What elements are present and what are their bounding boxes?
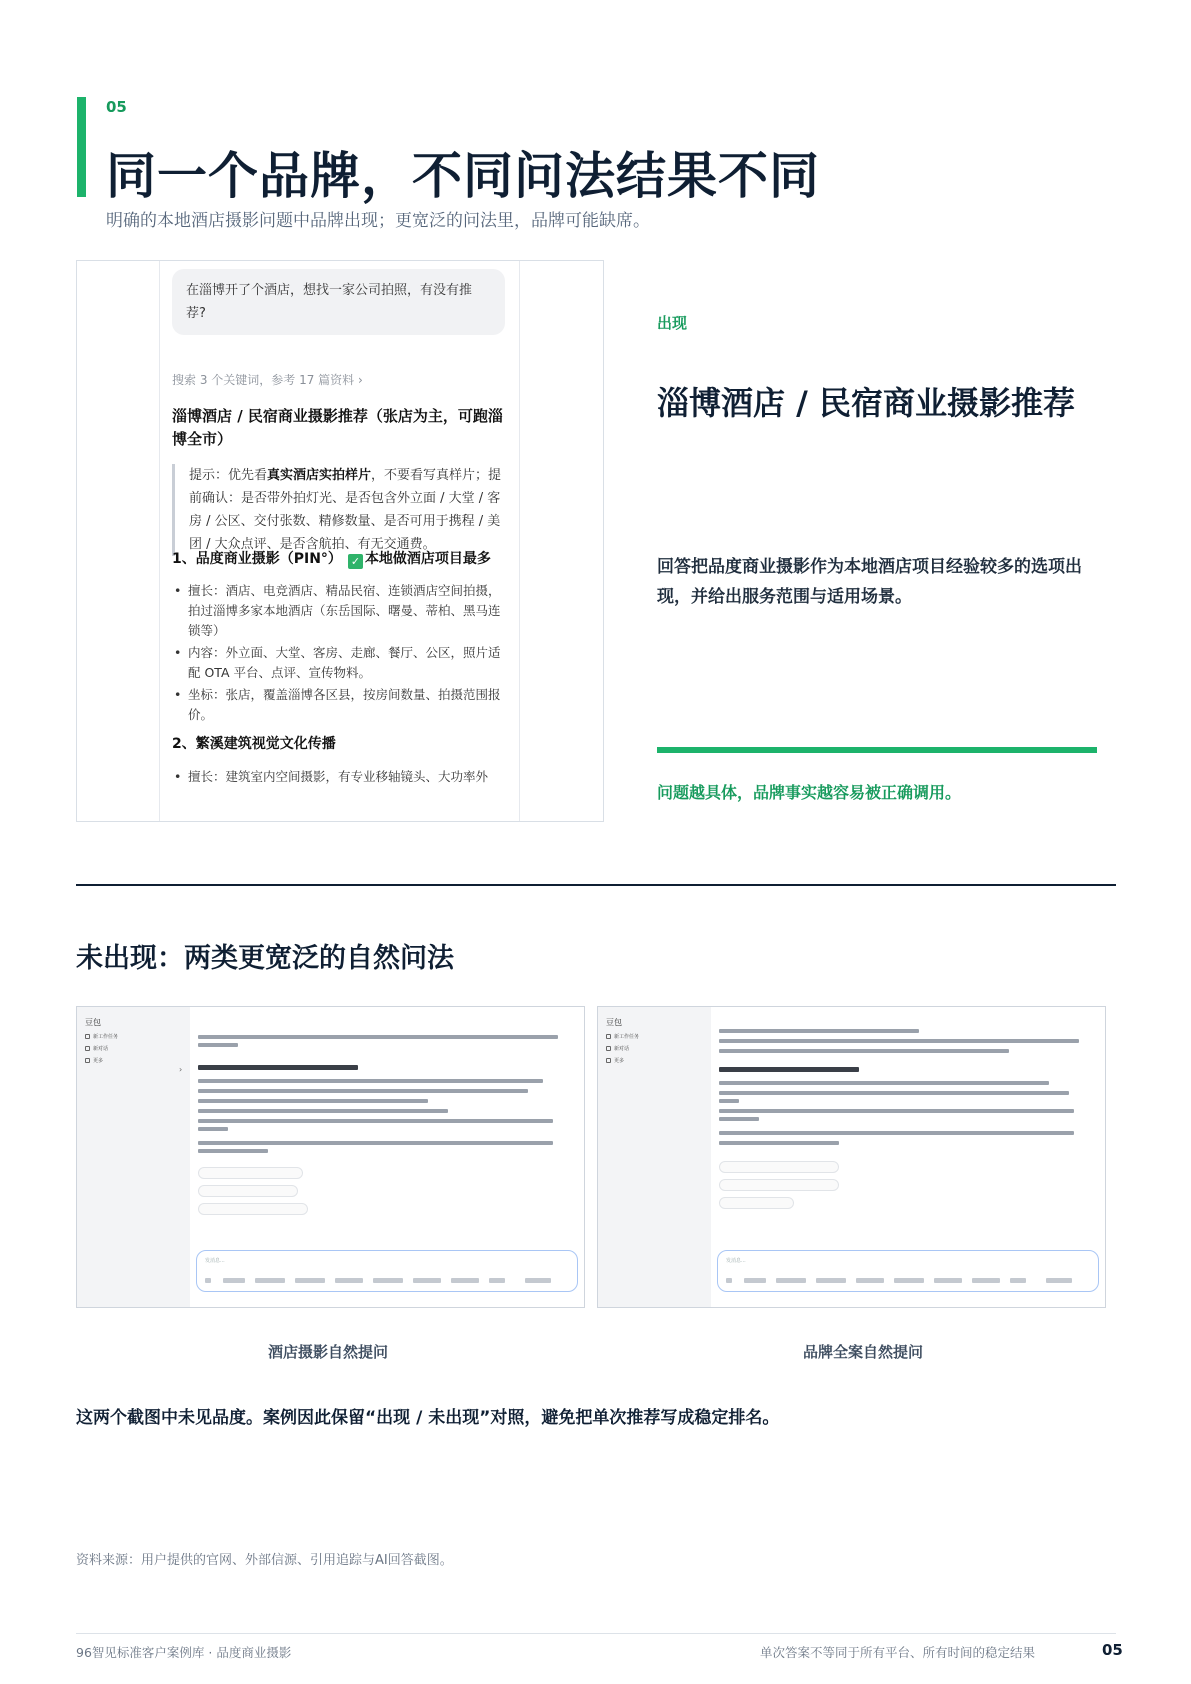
- list-item: • 擅长：建筑室内空间摄影，有专业移轴镜头、大功率外: [172, 767, 512, 787]
- appear-note: 问题越具体，品牌事实越容易被正确调用。: [657, 783, 962, 802]
- shot-nav-item: [85, 1033, 118, 1040]
- shot-nav-label: 新工作任务: [614, 1034, 640, 1040]
- recommendation-item-1-title: [172, 548, 491, 569]
- shot-sidebar: [77, 1007, 190, 1307]
- answer-tip-quote: [172, 464, 507, 556]
- page-title: 同一个品牌，不同问法结果不同: [106, 147, 820, 205]
- caption-hotel-question: 酒店摄影自然提问: [268, 1343, 389, 1361]
- shot-nav-label: 新对话: [93, 1046, 109, 1052]
- text-line: [198, 1035, 558, 1039]
- tool-button[interactable]: [525, 1278, 551, 1283]
- caption-brand-question: 品牌全案自然提问: [803, 1343, 924, 1361]
- shot-message-input[interactable]: [717, 1250, 1099, 1292]
- shot-nav-item: [606, 1045, 629, 1052]
- text-line: [198, 1149, 268, 1153]
- green-divider: [657, 747, 1097, 753]
- suggestion-chip[interactable]: [719, 1197, 794, 1209]
- grid-icon: [85, 1058, 90, 1063]
- plus-icon[interactable]: [205, 1278, 211, 1283]
- conclusion-text: 这两个截图中未见品度。案例因此保留“出现 / 未出现”对照，避免把单次推荐写成稳定排名。: [76, 1408, 780, 1428]
- footer-middle: 单次答案不等同于所有平台、所有时间的稳定结果: [760, 1645, 1036, 1660]
- shot-input-toolbar: [726, 1278, 1086, 1284]
- text-line: [719, 1117, 759, 1121]
- text-line: [198, 1099, 428, 1103]
- suggestion-chip[interactable]: [719, 1161, 839, 1173]
- suggestion-chip[interactable]: [198, 1203, 308, 1215]
- chat-icon: [85, 1046, 90, 1051]
- text-line: [719, 1081, 1049, 1085]
- appear-description: 回答把品度商业摄影作为本地酒店项目经验较多的选项出现，并给出服务范围与适用场景。: [657, 557, 1082, 607]
- list-item: • 内容：外立面、大堂、客房、走廊、餐厅、公区，照片适配 OTA 平台、点评、宣传物料。: [172, 643, 512, 683]
- tool-button[interactable]: [816, 1278, 846, 1283]
- hotel-question-screenshot: [76, 1006, 585, 1308]
- text-line: [719, 1067, 859, 1072]
- shot-nav-item: [606, 1057, 624, 1064]
- shot-input-placeholder: 发消息...: [726, 1258, 746, 1264]
- text-line: [198, 1043, 238, 1047]
- tool-button[interactable]: [972, 1278, 1000, 1283]
- list-item: • 擅长：酒店、电竞酒店、精品民宿、连锁酒店空间拍摄，拍过淄博多家本地酒店（东岳国际、曙曼、蒂柏、黑马连锁等）: [172, 581, 512, 641]
- plus-icon[interactable]: [726, 1278, 732, 1283]
- tool-button[interactable]: [1046, 1278, 1072, 1283]
- search-references-link[interactable]: 搜索 3 个关键词，参考 17 篇资料 ›: [172, 373, 363, 387]
- appear-title: 淄博酒店 / 民宿商业摄影推荐: [657, 384, 1075, 422]
- shot-nav-item: [85, 1045, 108, 1052]
- text-line: [198, 1065, 358, 1070]
- text-line: [719, 1049, 1009, 1053]
- tool-button[interactable]: [223, 1278, 245, 1283]
- tool-button[interactable]: [413, 1278, 441, 1283]
- text-line: [198, 1141, 553, 1145]
- tool-button[interactable]: [1010, 1278, 1026, 1283]
- tool-button[interactable]: [295, 1278, 325, 1283]
- shot-app-name: 豆包: [606, 1018, 622, 1027]
- shot-app-name: 豆包: [85, 1018, 101, 1027]
- tool-button[interactable]: [335, 1278, 363, 1283]
- tip-rest: ，不要看写真样片；提前确认：是否带外拍灯光、是否包含外立面 / 大堂 / 客房 / 公区、交付张数、精修数量、是否可用于携程 / 美团 / 大众点评、是否含航拍、有无交通费。: [189, 468, 502, 552]
- shot-nav-item: [606, 1033, 639, 1040]
- chat-column: [159, 261, 523, 821]
- text-line: [719, 1099, 739, 1103]
- brand-question-screenshot: [597, 1006, 1106, 1308]
- text-line: [719, 1039, 1079, 1043]
- text-line: [198, 1119, 553, 1123]
- text-line: [719, 1141, 839, 1145]
- tool-button[interactable]: [744, 1278, 766, 1283]
- tool-button[interactable]: [255, 1278, 285, 1283]
- source-note: 资料来源：用户提供的官网、外部信源、引用追踪与AI回答截图。: [76, 1553, 453, 1568]
- list-item: • 坐标：张店，覆盖淄博各区县，按房间数量、拍摄范围报价。: [172, 685, 512, 725]
- text-line: [719, 1029, 919, 1033]
- appear-label: 出现: [657, 314, 688, 332]
- section-number: 05: [106, 98, 127, 116]
- section-divider: [76, 884, 1116, 886]
- section-accent-bar: [77, 97, 86, 197]
- footer-divider: [76, 1633, 1116, 1634]
- suggestion-chip[interactable]: [198, 1185, 298, 1197]
- suggestion-chip[interactable]: [198, 1167, 303, 1179]
- text-line: [198, 1089, 528, 1093]
- shot-input-toolbar: [205, 1278, 565, 1284]
- tool-button[interactable]: [373, 1278, 403, 1283]
- tool-button[interactable]: [856, 1278, 884, 1283]
- shot-sidebar: [598, 1007, 711, 1307]
- edit-icon: [606, 1034, 611, 1039]
- tip-bold: 真实酒店实拍样片: [267, 468, 372, 483]
- answer-heading: 淄博酒店 / 民宿商业摄影推荐（张店为主，可跑淄博全市）: [172, 407, 503, 448]
- tool-button[interactable]: [934, 1278, 962, 1283]
- shot-nav-item: [85, 1057, 103, 1064]
- text-line: [719, 1131, 1074, 1135]
- shot-message-input[interactable]: [196, 1250, 578, 1292]
- item-1-title-text: 1、品度商业摄影（PIN°）: [172, 551, 342, 567]
- shot-nav-label: 新工作任务: [93, 1034, 119, 1040]
- item-1-badge: 本地做酒店项目最多: [364, 551, 491, 567]
- tip-prefix: 提示：优先看: [189, 468, 268, 483]
- shot-input-placeholder: 发消息...: [205, 1258, 225, 1264]
- recommendation-item-2-title: 2、繁溪建筑视觉文化传播: [172, 736, 336, 752]
- tool-button[interactable]: [451, 1278, 479, 1283]
- tool-button[interactable]: [776, 1278, 806, 1283]
- text-line: [198, 1127, 228, 1131]
- shot-content: [190, 1007, 584, 1307]
- shot-content: [711, 1007, 1105, 1307]
- footer-left: 96智见标准客户案例库 · 品度商业摄影: [76, 1645, 292, 1660]
- tool-button[interactable]: [489, 1278, 505, 1283]
- shot-nav-label: 更多: [93, 1058, 104, 1064]
- suggestion-chip[interactable]: [719, 1179, 839, 1191]
- check-icon: ✓: [348, 554, 363, 569]
- tool-button[interactable]: [894, 1278, 924, 1283]
- shot-nav-label: 更多: [614, 1058, 625, 1064]
- text-line: [719, 1091, 1069, 1095]
- page-subtitle: 明确的本地酒店摄影问题中品牌出现；更宽泛的问法里，品牌可能缺席。: [106, 211, 650, 231]
- text-line: [198, 1079, 543, 1083]
- chat-screenshot: [76, 260, 604, 822]
- grid-icon: [606, 1058, 611, 1063]
- page-number: 05: [1102, 1641, 1123, 1659]
- chat-icon: [606, 1046, 611, 1051]
- text-line: [719, 1109, 1074, 1113]
- user-question-bubble: 在淄博开了个酒店，想找一家公司拍照，有没有推荐?: [172, 269, 505, 335]
- chevron-right-icon: ›: [179, 1065, 183, 1074]
- edit-icon: [85, 1034, 90, 1039]
- shot-nav-label: 新对话: [614, 1046, 630, 1052]
- text-line: [198, 1109, 448, 1113]
- not-appear-title: 未出现：两类更宽泛的自然问法: [76, 943, 454, 974]
